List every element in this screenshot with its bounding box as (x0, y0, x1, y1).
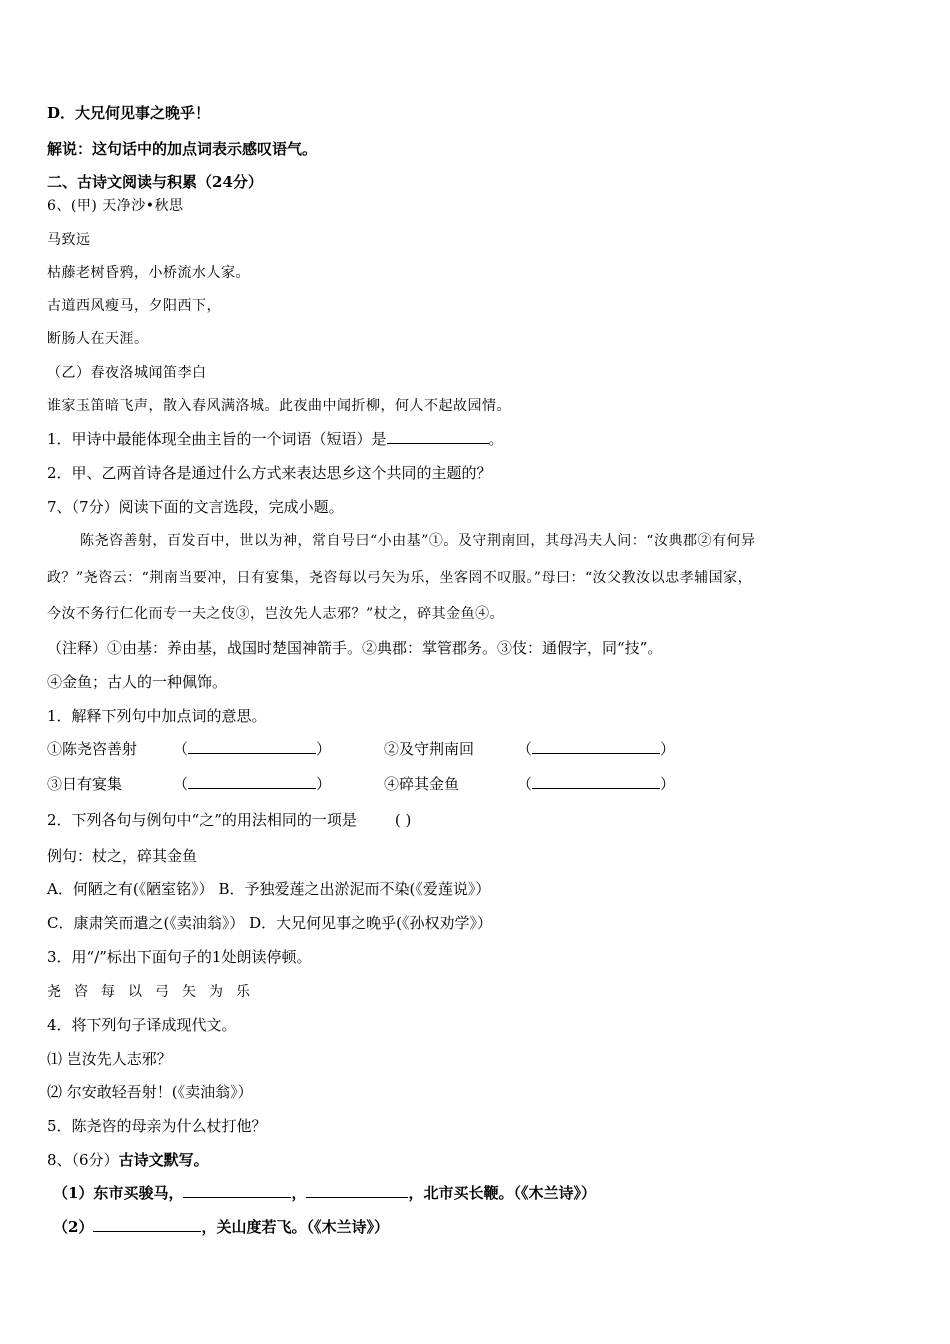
choice-paren[interactable]: ( ) (394, 811, 412, 829)
item-4-answer[interactable]: （ ） (517, 775, 676, 793)
answer-blank[interactable] (306, 1183, 408, 1198)
poem-author: 马致远 (47, 232, 91, 248)
poem-b-body: 谁家玉笛暗飞声，散入春风满洛城。此夜曲中闻折柳，何人不起故园情。 (47, 398, 511, 414)
passage-line-1: 陈尧咨善射，百发百中，世以为神，常自号曰“小由基”①。及守荆南回，其母冯夫人问：“汝典郡②有何异 (80, 533, 756, 549)
options-cd: C．康肃笑而遣之(《卖油翁》） D．大兄何见事之晚乎(《孙权劝学》） (47, 914, 492, 932)
option-d: D．大兄何见事之晚乎！ (47, 104, 211, 122)
item-2-answer[interactable]: （ ） (517, 740, 676, 758)
q7-2: 2．下列各句与例句中“之”的用法相同的一项是 ( ) (47, 811, 412, 829)
options-ab: A．何陋之有(《陋室铭》） B．予独爱莲之出淤泥而不染(《爱莲说》） (47, 880, 491, 898)
explanation: 解说：这句话中的加点词表示感叹语气。 (47, 140, 318, 158)
q7-4: 4．将下列句子译成现代文。 (47, 1016, 237, 1034)
q8-heading: 8、（6分）古诗文默写。 (47, 1151, 209, 1169)
note-line-2: ④金鱼；古人的一种佩饰。 (47, 673, 228, 691)
q7-heading: 7、（7分）阅读下面的文言选段，完成小题。 (47, 498, 344, 516)
item-1: ①陈尧咨善射 (47, 740, 138, 758)
q7-4-1: ⑴ 岂汝先人志邪？ (47, 1050, 172, 1068)
item-1-answer[interactable]: （ ） (173, 740, 332, 758)
item-2: ②及守荆南回 (384, 740, 475, 758)
item-4: ④碎其金鱼 (384, 775, 460, 793)
q7-1: 1．解释下列句中加点词的意思。 (47, 707, 267, 725)
section-heading-2: 二、古诗文阅读与积累（24分） (47, 173, 263, 191)
poem-line-1: 枯藤老树昏鸦，小桥流水人家。 (47, 265, 250, 281)
q7-3: 3．用“/”标出下面句子的1处朗读停顿。 (47, 948, 312, 966)
poem-line-3: 断肠人在天涯。 (47, 331, 149, 347)
answer-blank[interactable] (93, 1217, 201, 1232)
q6-2: 2．甲、乙两首诗各是通过什么方式来表达思乡这个共同的主题的？ (47, 464, 492, 482)
q8-2: （2） ，关山度若飞。（《木兰诗》） (53, 1218, 389, 1236)
q8-1: （1）东市买骏马， ， ，北市买长鞭。（《木兰诗》） (53, 1184, 596, 1202)
q6-1: 1．甲诗中最能体现全曲主旨的一个词语（短语）是 。 (47, 430, 504, 448)
item-3: ③日有宴集 (47, 775, 123, 793)
passage-line-2: 政？”尧咨云：“荆南当要冲，日有宴集，尧咨每以弓矢为乐，坐客罔不叹服。”母曰：“汝父教汝以忠孝辅国家， (47, 570, 753, 586)
answer-blank[interactable] (387, 429, 489, 444)
passage-line-3: 今汝不务行仁化而专一夫之伎③，岂汝先人志邪？”杖之，碎其金鱼④。 (47, 606, 505, 622)
q7-4-2: ⑵ 尔安敢轻吾射！(《卖油翁》） (47, 1083, 253, 1101)
example-sentence: 例句：杖之，碎其金鱼 (47, 847, 198, 865)
note-line-1: （注释）①由基：养由基，战国时楚国神箭手。②典郡：掌管郡务。③伎：通假字，同“技”。 (47, 639, 663, 657)
q6-heading: 6、(甲) 天净沙•秋思 (47, 198, 184, 214)
poem-line-2: 古道西风瘦马，夕阳西下， (47, 298, 221, 314)
item-3-answer[interactable]: （ ） (173, 775, 332, 793)
answer-blank[interactable] (183, 1183, 291, 1198)
q7-5: 5．陈尧咨的母亲为什么杖打他？ (47, 1117, 267, 1135)
poem-b-heading: （乙）春夜洛城闻笛李白 (47, 365, 207, 381)
pause-sentence: 尧咨每以弓矢为乐 (47, 984, 263, 1000)
